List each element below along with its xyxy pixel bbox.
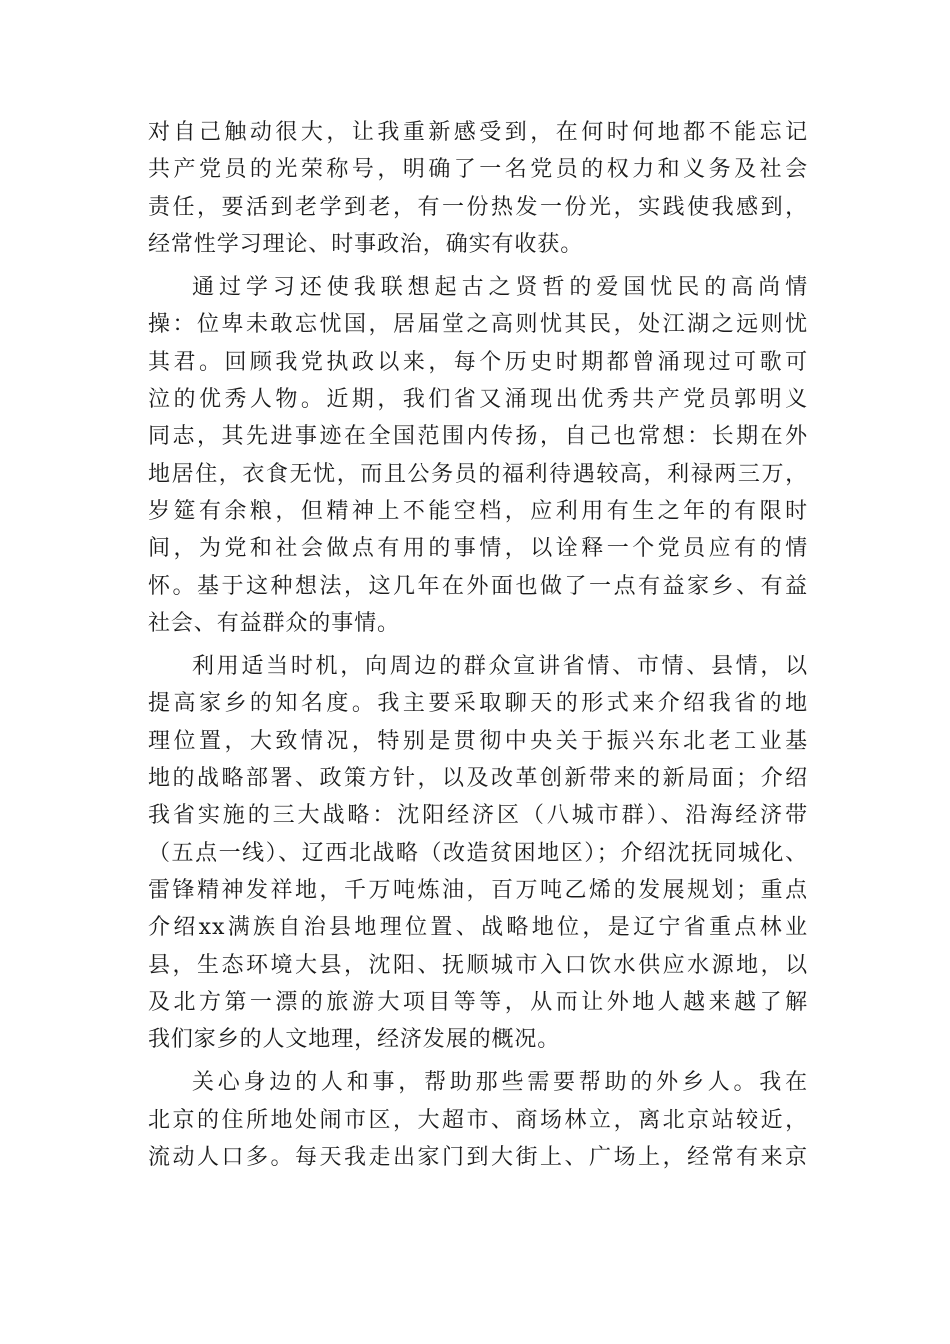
text-line: 责任，要活到老学到老，有一份热发一份光，实践使我感到，	[148, 194, 808, 220]
text-line: 关心身边的人和事，帮助那些需要帮助的外乡人。我在	[192, 1070, 808, 1096]
text-line: 提高家乡的知名度。我主要采取聊天的形式来介绍我省的地	[148, 691, 808, 717]
text-line: 北京的住所地处闹市区，大超市、商场林立，离北京站较近，	[148, 1107, 808, 1133]
text-line: 间，为党和社会做点有用的事情，以诠释一个党员应有的情	[148, 536, 808, 562]
text-line: 雷锋精神发祥地，千万吨炼油，百万吨乙烯的发展规划；重点	[148, 877, 808, 903]
text-line: （五点一线）、辽西北战略（改造贫困地区）；介绍沈抚同城化、	[148, 840, 808, 866]
text-line: 其君。回顾我党执政以来，每个历史时期都曾涌现过可歌可	[148, 349, 808, 375]
text-line: 共产党员的光荣称号，明确了一名党员的权力和义务及社会	[148, 157, 808, 183]
text-line: 操：位卑未敢忘忧国，居届堂之高则忧其民，处江湖之远则忧	[148, 312, 808, 338]
text-line: 介绍xx满族自治县地理位置、战略地位，是辽宁省重点林业	[148, 915, 808, 941]
paragraph-3	[148, 648, 808, 1058]
text-line: 社会、有益群众的事情。	[148, 610, 400, 636]
text-line: 我们家乡的人文地理，经济发展的概况。	[148, 1027, 561, 1053]
paragraph-4	[148, 1064, 808, 1176]
text-line: 同志，其先进事迹在全国范围内传扬，自己也常想：长期在外	[148, 424, 808, 450]
paragraph-2	[148, 269, 808, 642]
document-page	[148, 114, 808, 1176]
text-line: 流动人口多。每天我走出家门到大街上、广场上，经常有来京	[148, 1145, 808, 1171]
text-line: 地的战略部署、政策方针，以及改革创新带来的新局面；介绍	[148, 766, 808, 792]
text-line: 地居住，衣食无忧，而且公务员的福利待遇较高，利禄两三万，	[148, 461, 808, 487]
text-line: 对自己触动很大，让我重新感受到，在何时何地都不能忘记	[148, 120, 808, 145]
text-line: 通过学习还使我联想起古之贤哲的爱国忧民的高尚情	[192, 275, 808, 301]
text-line: 县，生态环境大县，沈阳、抚顺城市入口饮水供应水源地，以	[148, 952, 808, 978]
text-line: 岁筵有余粮，但精神上不能空档，应利用有生之年的有限时	[148, 498, 808, 524]
text-line: 我省实施的三大战略：沈阳经济区（八城市群）、沿海经济带	[148, 803, 808, 829]
text-line: 及北方第一漂的旅游大项目等等，从而让外地人越来越了解	[148, 989, 808, 1015]
text-line: 利用适当时机，向周边的群众宣讲省情、市情、县情，以	[192, 654, 808, 680]
text-line: 泣的优秀人物。近期，我们省又涌现出优秀共产党员郭明义	[148, 387, 808, 413]
paragraph-1	[148, 114, 808, 263]
text-line: 经常性学习理论、时事政治，确实有收获。	[148, 231, 584, 257]
text-line: 理位置，大致情况，特别是贯彻中央关于振兴东北老工业基	[148, 728, 808, 754]
text-line: 怀。基于这种想法，这几年在外面也做了一点有益家乡、有益	[148, 573, 808, 599]
